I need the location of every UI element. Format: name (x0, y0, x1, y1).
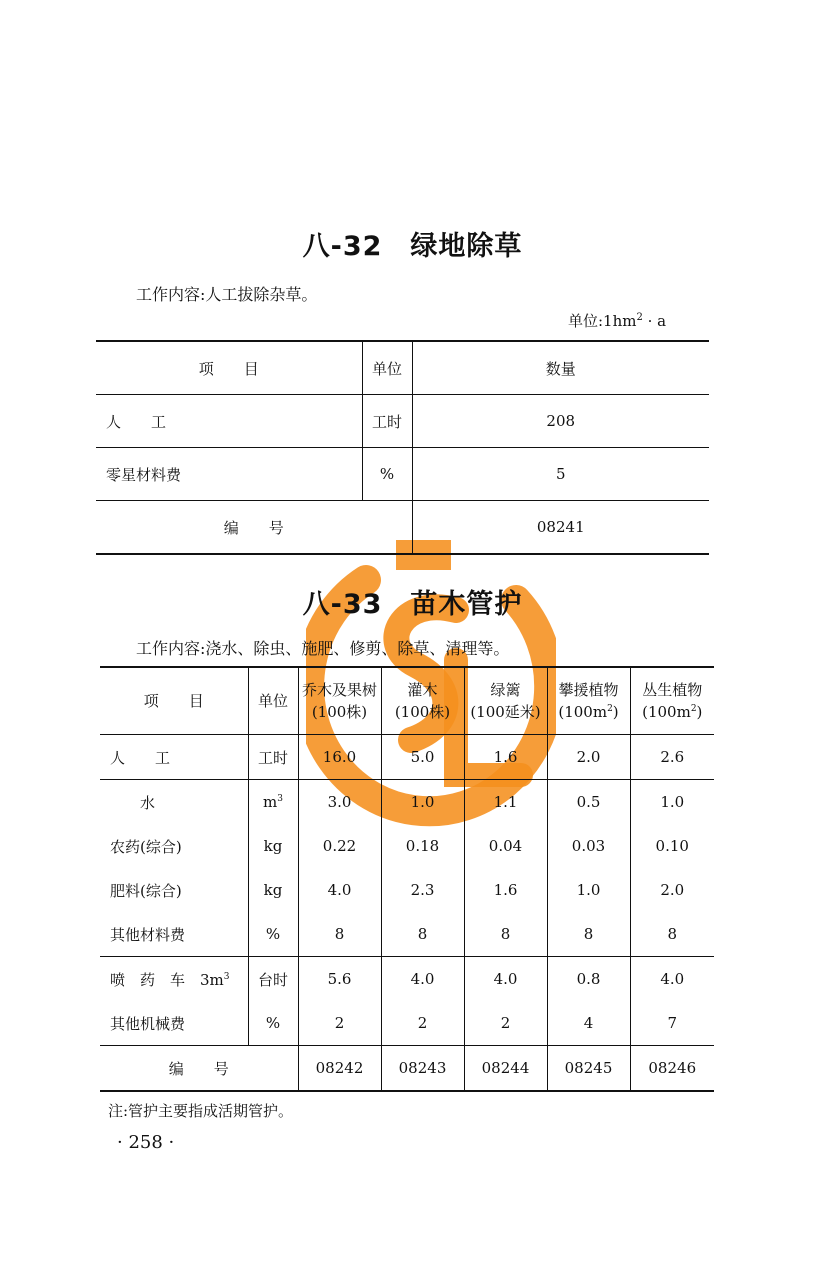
row-value: 2.6 (630, 735, 714, 780)
row-value: 1.0 (547, 868, 630, 912)
code-value: 08243 (381, 1046, 464, 1092)
row-value: 4.0 (298, 868, 381, 912)
row-qty: 208 (412, 395, 709, 448)
row-value: 2 (464, 1001, 547, 1046)
table-seedling-care (100, 666, 714, 1092)
row-value: 0.22 (298, 824, 381, 868)
section2-name: 苗木管护 (410, 589, 523, 620)
row-value: 8 (381, 912, 464, 957)
code-value: 08245 (547, 1046, 630, 1092)
row-value: 4.0 (381, 957, 464, 1002)
header-col: 绿篱 (100延米) (464, 667, 547, 735)
row-value: 7 (630, 1001, 714, 1046)
table-row (100, 735, 714, 780)
row-unit: 台时 (248, 957, 298, 1002)
row-unit: % (362, 448, 412, 501)
code-value: 08246 (648, 1059, 697, 1077)
row-item: 农药(综合) (100, 824, 248, 868)
row-value: 1.6 (464, 868, 547, 912)
row-value: 5.6 (298, 957, 381, 1002)
row-item: 水 (100, 780, 248, 825)
page-number: · 258 · (117, 1132, 175, 1153)
table-row (100, 780, 714, 825)
row-value: 0.10 (655, 837, 689, 855)
row-value: 1.0 (381, 780, 464, 825)
row-unit: 工时 (248, 735, 298, 780)
header-col: 乔木及果树 (100株) (298, 667, 381, 735)
table-row (100, 912, 714, 957)
row-unit: $m^3$ (248, 780, 298, 825)
row-unit: % (248, 1001, 298, 1046)
row-value: 1.6 (464, 735, 547, 780)
row-value: 2 (381, 1001, 464, 1046)
section1-unit: 单位$:1hm^2 \cdot a$ (568, 312, 667, 330)
code-label: 编 号 (96, 501, 412, 555)
code-label: 编 号 (100, 1046, 298, 1092)
row-item: 人 工 (96, 395, 362, 448)
section2-title (0, 582, 825, 621)
row-item: 肥料(综合) (100, 868, 248, 912)
row-value: 0.04 (464, 824, 547, 868)
header-item: 项 目 (96, 341, 362, 395)
row-value: 8 (547, 912, 630, 957)
row-value: 2 (298, 1001, 381, 1046)
row-value: 5.0 (381, 735, 464, 780)
footnote: 注:管护主要指成活期管护。 (108, 1102, 294, 1120)
row-value: 0.5 (547, 780, 630, 825)
row-item: 人 工 (100, 735, 248, 780)
table-row (96, 395, 709, 448)
table-row (100, 1001, 714, 1046)
header-item: 项 目 (100, 667, 248, 735)
row-item: 喷 药 车 $3m^3$ (100, 957, 248, 1002)
table-weeding (96, 340, 709, 555)
row-value: 2.0 (547, 735, 630, 780)
code-value: 08242 (298, 1046, 381, 1092)
table-row (96, 448, 709, 501)
row-unit: % (248, 912, 298, 957)
header-col: 灌木 (100株) (381, 667, 464, 735)
header-qty: 数量 (412, 341, 709, 395)
row-value: 8 (630, 912, 714, 957)
section1-name: 绿地除草 (410, 231, 523, 262)
table-row (100, 824, 714, 868)
row-value: 0.03 (547, 824, 630, 868)
row-item: 其他机械费 (100, 1001, 248, 1046)
section2-work-content: 工作内容:浇水、除虫、施肥、修剪、除草、清理等。 (136, 639, 510, 658)
table-header-row (96, 341, 709, 395)
table-row (100, 868, 714, 912)
row-value: 0.18 (381, 824, 464, 868)
row-value: 2.3 (381, 868, 464, 912)
section1-title (0, 224, 825, 263)
table-header-row (100, 667, 714, 735)
row-unit: kg (248, 824, 298, 868)
table-row (100, 957, 714, 1002)
row-unit: 工时 (362, 395, 412, 448)
row-item: 零星材料费 (96, 448, 362, 501)
table-code-row (96, 501, 709, 555)
row-value: 1.0 (660, 793, 685, 811)
header-unit: 单位 (248, 667, 298, 735)
section1-number: 八-32 (302, 231, 383, 262)
row-value: 0.8 (547, 957, 630, 1002)
header-col: 攀援植物 $(100m^2)$ (547, 667, 630, 735)
code-value: 08244 (464, 1046, 547, 1092)
row-value: 4.0 (660, 970, 685, 988)
code-value: 08241 (536, 518, 585, 536)
row-value: 8 (298, 912, 381, 957)
row-value: 2.0 (660, 881, 685, 899)
row-qty: 5 (412, 448, 709, 501)
row-item: 其他材料费 (100, 912, 248, 957)
row-value: 1.1 (464, 780, 547, 825)
header-col: 丛生植物 $(100m^2)$ (630, 667, 714, 735)
section1-work-content: 工作内容:人工拔除杂草。 (136, 285, 318, 304)
table-code-row (100, 1046, 714, 1092)
header-unit: 单位 (362, 341, 412, 395)
row-value: 4 (547, 1001, 630, 1046)
row-value: 3.0 (298, 780, 381, 825)
row-value: 4.0 (464, 957, 547, 1002)
section2-number: 八-33 (302, 589, 383, 620)
row-value: 8 (464, 912, 547, 957)
row-value: 16.0 (298, 735, 381, 780)
row-unit: kg (248, 868, 298, 912)
